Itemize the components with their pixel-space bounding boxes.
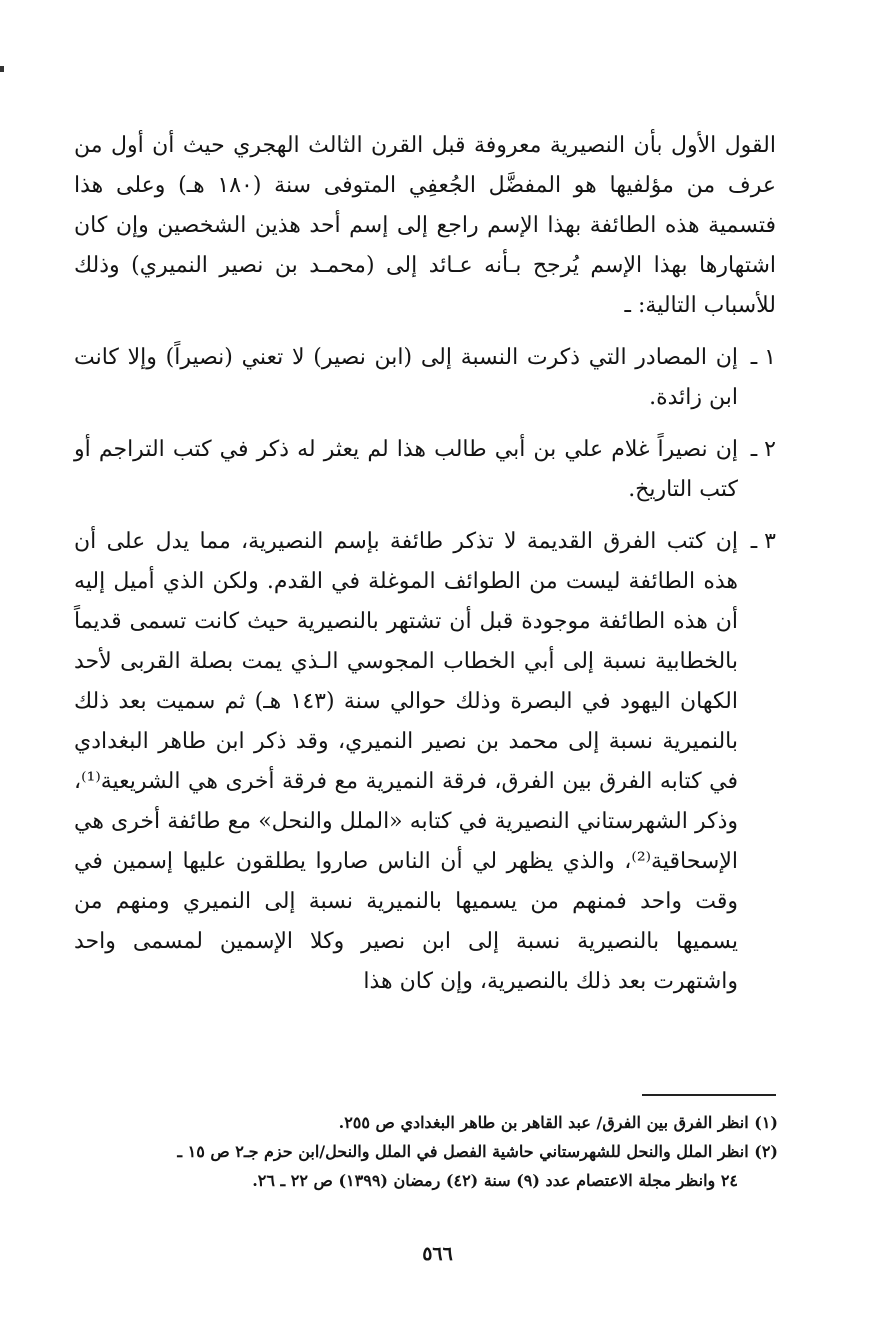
list-item-text: إن المصادر التي ذكرت النسبة إلى (ابن نصير) لا تعني (نصيراً) وإلا كانت ابن زائدة.: [74, 345, 738, 410]
list-item-number: ٣ ـ: [750, 529, 776, 554]
main-text: [74, 126, 776, 1014]
list-item-3: [74, 522, 776, 1002]
footnote-separator: [642, 1094, 776, 1096]
footnote-1: (١) انظر الفرق بين الفرق/ عبد القاهر بن طاهر البغدادي ص ٢٥٥.: [338, 1113, 778, 1132]
list-item-number: ٢ ـ: [750, 437, 776, 462]
footnote-2-continuation: ٢٤ وانظر مجلة الاعتصام عدد (٩) سنة (٤٢) رمضان (١٣٩٩) ص ٢٢ ـ ٢٦.: [252, 1171, 738, 1190]
list-item-text: إن كتب الفرق القديمة لا تذكر طائفة بإسم النصيرية، مما يدل على أن هذه الطائفة ليست من الطوائف الموغلة في القدم. ولكن الذي أميل إليه أن هذه الطائفة موجودة قبل أن تشتهر بالنصيرية حيث كانت تسمى قديماً بالخطابية نسبة إلى أبي الخطاب المجوسي الـذي يمت بصلة القربى لأحد الكهان اليهود في البصرة وذلك حوالي سنة (١٤٣ هـ) ثم سميت بعد ذلك بالنميرية نسبة إلى محمد بن نصير النميري، وقد ذكر ابن طاهر البغدادي في كتابه الفرق بين الفرق، فرقة النميرية مع فرقة أخرى هي الشريعية⁽¹⁾، وذكر الشهرستاني النصيرية في كتابه «الملل والنحل» مع طائفة أخرى هي الإسحاقية⁽²⁾، والذي يظهر لي أن الناس صاروا يطلقون عليها إسمين في وقت واحد فمنهم من يسميها بالنميرية نسبة إلى النميري ومنهم من يسميها بالنصيرية نسبة إلى ابن نصير وكلا الإسمين لمسمى واحد واشتهرت بعد ذلك بالنصيرية، وإن كان هذا: [74, 529, 738, 994]
list-item-text: إن نصيراً غلام علي بن أبي طالب هذا لم يعثر له ذكر في كتب التراجم أو كتب التاريخ.: [74, 437, 738, 502]
footnotes: [100, 1108, 778, 1195]
list-item-1: [74, 338, 776, 418]
page-number: ٥٦٦: [422, 1243, 453, 1265]
intro-paragraph: القول الأول بأن النصيرية معروفة قبل القرن الثالث الهجري حيث أن أول من عرف من مؤلفيها هو المفضَّل الجُعفِي المتوفى سنة (١٨٠ هـ) وعلى هذا فتسمية هذه الطائفة بهذا الإسم راجع إلى إسم أحد هذين الشخصين وإن كان اشتهارها بهذا الإسم يُرجح بـأنه عـائد إلى (محمـد بن نصير النميري) وذلك للأسباب التالية: ـ: [74, 133, 776, 318]
list-item-number: ١ ـ: [750, 345, 776, 370]
list-item-2: [74, 430, 776, 510]
scan-edge-mark: [0, 66, 4, 72]
footnote-2: (٢) انظر الملل والنحل للشهرستاني حاشية الفصل في الملل والنحل/ابن حزم جـ٢ ص ١٥ ـ: [177, 1142, 778, 1161]
